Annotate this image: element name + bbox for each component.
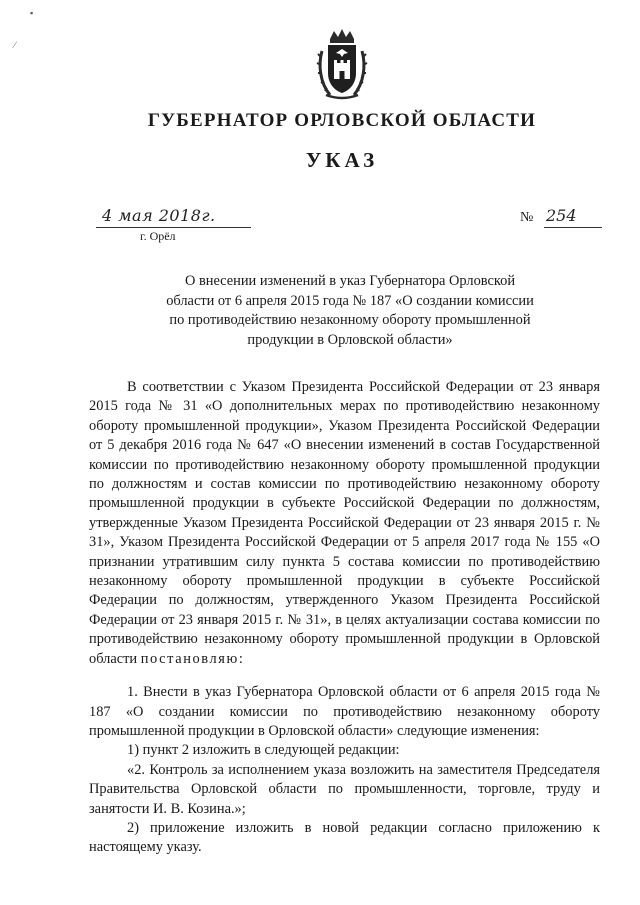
subject-line: продукции в Орловской области» xyxy=(247,331,453,348)
scan-mark: ⁄ xyxy=(14,40,16,50)
orel-oblast-coat-of-arms-icon xyxy=(316,27,368,101)
city-label: г. Орёл xyxy=(140,229,176,243)
coat-of-arms-emblem xyxy=(316,27,368,101)
scan-mark: ▪ xyxy=(30,8,34,18)
handwritten-number: 254 xyxy=(546,206,577,225)
subject-line: области от 6 апреля 2015 года № 187 «О создании комиссии xyxy=(166,292,534,309)
number-underline xyxy=(544,227,602,228)
subitem-2-text: 2) приложение изложить в новой редакции согласно приложению к настоящему указу. xyxy=(89,819,600,856)
issuing-authority-heading: ГУБЕРНАТОР ОРЛОВСКОЙ ОБЛАСТИ xyxy=(147,110,537,131)
handwritten-date: 4 мая 2018г. xyxy=(102,206,216,225)
item-1-paragraph: 1. Внести в указ Губернатора Орловской области от 6 апреля 2015 года № 187 «О создании комиссии по противодействию незаконному обороту промышленной продукции в Орловской области» следующие изменения: xyxy=(89,684,600,739)
subitem-1-text: «2. Контроль за исполнением указа возложить на заместителя Председателя Правительства Орловской области по промышленности, торговле, труду и занятости И. В. Козина.»; xyxy=(89,761,600,817)
preamble-text: В соответствии с Указом Президента Российской Федерации от 23 января 2015 года № 31 «О дополнительных мерах по противодействию незаконному обороту промышленной продукции», Указом Президента Российской Федерации от 5 декабря 2016 года № 647 «О внесении изменений в состав Государственной комиссии по противодействию незаконному обороту промышленной продукции по должностям и состав комиссии по противодействию незаконному обороту промышленной продукции в субъекте Российской Федерации по должностям, утвержденные Указом Президента Российской Федерации от 23 января 2015 г. № 31», Указом Президента Российской Федерации от 5 апреля 2017 года № 155 «О признании утратившим силу пункта 5 состава комиссии по противодействию незаконному обороту промышленной продукции в субъекте Российской Федерации по должностям, утвержденного Указом Президента Российской Федерации от 23 января 2015 г. № 31», в целях актуализации состава комиссии по противодействию незаконному обороту промышленной продукции в Орловской области xyxy=(89,379,600,667)
subitem-1-label: 1) пункт 2 изложить в следующей редакции: xyxy=(127,742,400,759)
document-body xyxy=(89,378,600,858)
date-underline xyxy=(96,227,251,228)
document-type-heading: УКАЗ xyxy=(305,148,379,172)
date-field xyxy=(96,206,251,228)
subject-line: О внесении изменений в указ Губернатора Орловской xyxy=(184,273,516,289)
subject-line: по противодействию незаконному обороту промышленной xyxy=(169,312,531,328)
decree-word: постановляю: xyxy=(140,650,245,667)
preamble-paragraph xyxy=(89,378,600,669)
document-subject xyxy=(140,272,560,350)
number-field xyxy=(520,206,602,228)
number-sign: № xyxy=(520,210,534,225)
